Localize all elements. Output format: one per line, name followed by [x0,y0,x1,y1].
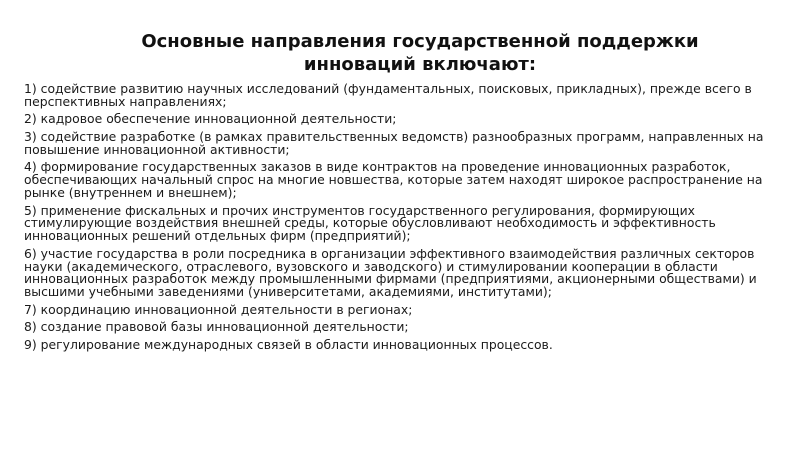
list-item-5: 5) применение фискальных и прочих инструментов государственного регулирования, формирующих стимулирующие воздействия внешней среды, которые обусловливают необходимость и эффективность инновационных решений отдельных фирм (предприятий); [24,202,716,244]
slide-title-line-2: инноваций включают: [303,54,537,75]
slide-title-line-1: Основные направления государственной поддержки [141,31,699,52]
list-item-8: 8) создание правовой базы инновационной деятельности; [24,319,409,335]
list-item-9: 9) регулирование международных связей в области инновационных процессов. [24,336,553,352]
list-item-3: 3) содействие разработке (в рамках правительственных ведомств) разнообразных программ, направленных на повышение инновационной активности; [24,128,764,157]
list-item-2: 2) кадровое обеспечение инновационной деятельности; [24,111,397,127]
list-item-1: 1) содействие развитию научных исследований (фундаментальных, поисковых, прикладных), прежде всего в перспективных направлениях; [24,81,752,109]
slide-title [60,30,780,76]
list-item-4: 4) формирование государственных заказов в виде контрактов на проведение инновационных разработок, обеспечивающих начальный спрос на многие новшества, которые затем находят широкое распространение на рынке (внутреннем и внешнем); [24,159,763,200]
list-item-7: 7) координацию инновационной деятельности в регионах; [24,301,413,317]
list-item-6: 6) участие государства в роли посредника в организации эффективного взаимодействия различных секторов науки (академического, отраслевого, вузовского и заводского) и стимулировании кооперации в области инновационных разработок между промышленными фирмами (предприятиями, акционерными обществами) и высшими учебными заведениями (университетами, академиями, институтами); [24,245,757,300]
support-directions-list [24,83,784,357]
